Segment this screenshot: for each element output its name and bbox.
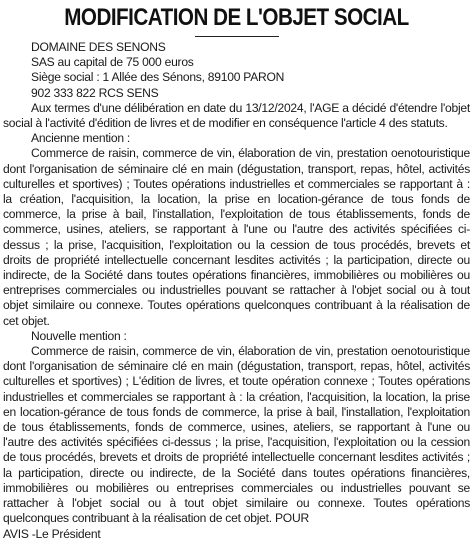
intro-paragraph: Aux termes d'une délibération en date du 13/12/2024, l'AGE a décidé d'étendre l'objet social à l'activité d'édition de livres et de modifier en conséquence l'article 4 des statuts. [3,100,470,131]
company-headquarters: Siège social : 1 Allée des Sénons, 89100 PARON [31,70,285,85]
signature-line: AVIS -Le Président [3,526,101,541]
legal-notice [3,4,470,542]
company-rcs: 902 333 822 RCS SENS [31,85,159,100]
former-mention-text: Commerce de raisin, commerce de vin, élaboration de vin, prestation oenotouristique dont l'organisation de séminaire clé en main (dégustation, transport, repas, hôtel, activités culturelles et sportives) ; Toutes opérations industrielles et commerciales se rapportant à : la création, l'acquisition, la location, la prise en location-gérance de tous fonds de commerce, la prise à bail, l'installation, l'exploitation de tous établissements, fonds de commerce, usines, ateliers, se rapportant à l'une ou l'autre des activités spécifiées ci-dessus ; la prise, l'acquisition, l'exploitation ou la cession de tous procédés, brevets et droits de propriété intellectuelle concernant lesdites activités ; la participation, directe ou indirecte, de la Société dans toutes opérations financières, immobilières ou mobilières ou entreprises commerciales ou industrielles pouvant se rattacher à l'objet social ou à tout objet similaire ou connexe. Toutes opérations quelconques contribuant à la réalisation de cet objet. [3,146,470,328]
company-name: DOMAINE DES SENONS [31,40,166,54]
notice-title: MODIFICATION DE L'OBJET SOCIAL [64,4,409,31]
company-capital: SAS au capital de 75 000 euros [31,55,194,70]
new-mention-label: Nouvelle mention : [31,328,127,343]
notice-body [3,40,470,542]
title-underline [195,36,279,37]
new-mention-text: Commerce de raisin, commerce de vin, élaboration de vin, prestation oenotouristique dont l'organisation de séminaire clé en main (dégustation, transport, repas, hôtel, activités culturelles et sportives) ; L'édition de livres, et toute opération connexe ; Toutes opérations industrielles et commerciales se rapportant à : la création, l'acquisition, la location, la prise en location-gérance de tous fonds de commerce, la prise à bail, l'installation, l'exploitation de tous établissements, fonds de commerce, usines, ateliers, se rapportant à l'une ou l'autre des activités spécifiées ci-dessus ; la prise, l'acquisition, l'exploitation ou la cession de tous procédés, brevets et droits de propriété intellectuelle concernant lesdites activités ; la participation, directe ou indirecte, de la Société dans toutes opérations financières, immobilières ou mobilières ou entreprises commerciales ou industrielles pouvant se rattacher à l'objet social ou à tout objet similaire ou connexe. Toutes opérations quelconques contribuant à la réalisation de cet objet. POUR [3,344,470,526]
former-mention-label: Ancienne mention : [31,131,131,146]
